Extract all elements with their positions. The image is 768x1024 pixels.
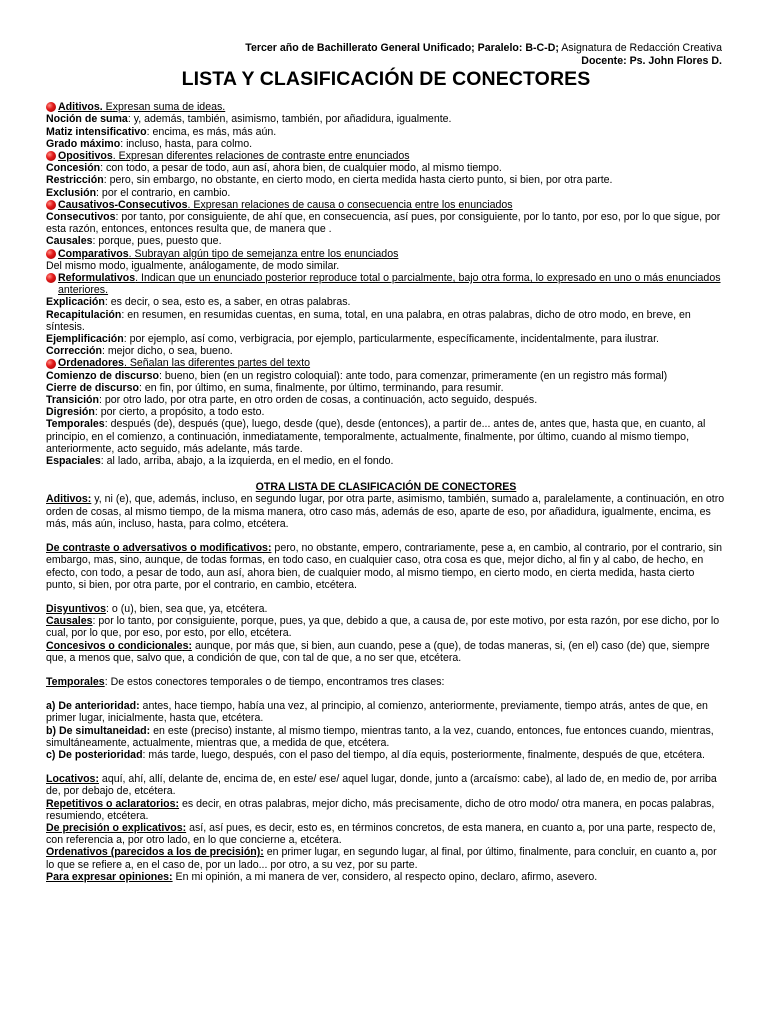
section-heading: Comparativos. Subrayan algún tipo de semejanza entre los enunciados xyxy=(58,247,399,260)
section-causativos xyxy=(46,199,726,211)
list-item: Corrección: mejor dicho, o sea, bueno. xyxy=(46,345,233,358)
section-heading: Aditivos. Expresan suma de ideas. xyxy=(58,101,226,114)
section-heading: Opositivos. Expresan diferentes relaciones de contraste entre enunciados xyxy=(58,150,410,162)
list-item: Cierre de discurso: en fin, por último, en suma, finalmente, por último, terminando, para resumir. xyxy=(46,381,504,394)
list-item: Causales: por lo tanto, por consiguiente, porque, pues, ya que, debido a que, a causa de, por este motivo, por esta razón, por ese dicho, por lo cual, por lo que, por eso, por esto, por ello, etcétera. xyxy=(46,615,720,640)
list-item: Concesivos o condicionales: aunque, por más que, si bien, aun cuando, pese a (que), de todas maneras, si, (en el) caso (de) que, siempre que, a menos que, salvo que, a condición de que, con tal de que, a no ser que, etcétera. xyxy=(46,639,710,664)
section-aditivos xyxy=(46,101,726,113)
red-bullet-icon xyxy=(46,102,56,112)
red-bullet-icon xyxy=(46,273,56,283)
header-line-2 xyxy=(46,55,722,68)
section-heading: Reformulativos. Indican que un enunciado posterior reproduce total o parcialmente, bajo otra forma, lo expresado en uno o más enunciados anteriores. xyxy=(58,272,721,297)
teacher-info: Docente: Ps. John Flores D. xyxy=(581,54,722,67)
list-item: Del mismo modo, igualmente, análogamente, de modo similar. xyxy=(46,259,340,272)
list-item: Restricción: pero, sin embargo, no obstante, en cierto modo, en cierta medida hasta cierto punto, si bien, por otra parte. xyxy=(46,174,613,187)
list-item: Explicación: es decir, o sea, esto es, a saber, en otras palabras. xyxy=(46,296,351,309)
section-reformulativos xyxy=(46,272,726,296)
course-info: Tercer año de Bachillerato General Unificado; Paralelo: B-C-D; xyxy=(245,42,559,54)
list-item: Repetitivos o aclaratorios: es decir, en otras palabras, mejor dicho, más precisamente, dicho de otro modo/ otra manera, en pocas palabras, resumiendo, etcétera. xyxy=(46,797,715,822)
list-item: Comienzo de discurso: bueno, bien (en un registro coloquial): ante todo, para comenzar, primeramente (en un registro más formal) xyxy=(46,369,668,382)
list-item: Grado máximo: incluso, hasta, para colmo. xyxy=(46,137,253,150)
list-item: c) De posterioridad: más tarde, luego, después, con el paso del tiempo, al día equis, posteriormente, finalmente, después de que, etcétera. xyxy=(46,748,705,761)
header-line-1 xyxy=(46,42,722,55)
list-item: De contraste o adversativos o modificativos: pero, no obstante, empero, contrariamente, pese a, en cambio, al contrario, por el contrario, sin embargo, mas, sino, aunque, de todas formas, en todo caso, en cualquier caso, otra cosa es que, mejor dicho, al fin y al cabo, de hecho, en efecto, con todo, a pesar de todo, aun así, ahora bien, de cualquier modo, al mismo tiempo, en cierto modo, en cierta medida, hasta cierto punto, si bien, por otra parte, por el contrario, en cambio, etcétera. xyxy=(46,542,722,591)
spacer xyxy=(46,664,726,676)
list-item: Temporales: después (de), después (que), luego, desde (que), desde (entonces), a partir de... antes de, antes que, hasta que, en cuanto, al principio, en el comienzo, a continuación, inmediatamente, temporalmente, actualmente, finalmente, por último, cuando al mismo tiempo, anteriormente, acto seguido, más adelante, más tarde. xyxy=(46,418,706,455)
spacer xyxy=(46,530,726,542)
spacer xyxy=(46,591,726,603)
list-item: Ordenativos (parecidos a los de precisión): en primer lugar, en segundo lugar, al final, por último, finalmente, para concluir, en cuanto a, por lo que se refiere a, en el caso de, por un lado... por otro, a su vez, por su parte. xyxy=(46,846,717,871)
section-opositivos xyxy=(46,150,726,162)
list-item: a) De anterioridad: antes, hace tiempo, había una vez, al principio, al comienzo, anteriormente, previamente, tiempo atrás, antes de que, en primer lugar, inicialmente, hasta que, etcétera. xyxy=(46,700,708,725)
list-item: Causales: porque, pues, puesto que. xyxy=(46,235,222,248)
list-item: Digresión: por cierto, a propósito, a todo esto. xyxy=(46,406,265,419)
list-item: Matiz intensificativo: encima, es más, más aún. xyxy=(46,125,277,138)
list-item: Para expresar opiniones: En mi opinión, a mi manera de ver, considero, al respecto opino, declaro, afirmo, asevero. xyxy=(46,870,598,883)
list-item: De precisión o explicativos: así, así pues, es decir, esto es, en términos concretos, de esta manera, en cuanto a, por una parte, respecto de, con referencia a, por otro lado, en lo que concierne a, etcétera. xyxy=(46,821,716,847)
list-item: Recapitulación: en resumen, en resumidas cuentas, en suma, total, en una palabra, en otras palabras, dicho de otro modo, en breve, en síntesis. xyxy=(46,308,691,333)
subject-info: Asignatura de Redacción Creativa xyxy=(558,42,722,54)
red-bullet-icon xyxy=(46,151,56,161)
red-bullet-icon xyxy=(46,200,56,210)
list-item: Transición: por otro lado, por otra parte, en otro orden de cosas, a continuación, acto seguido, después. xyxy=(46,394,538,407)
red-bullet-icon xyxy=(46,359,56,369)
list-item: Disyuntivos: o (u), bien, sea que, ya, etcétera. xyxy=(46,602,268,615)
list-item: Exclusión: por el contrario, en cambio. xyxy=(46,186,231,199)
list-item: Espaciales: al lado, arriba, abajo, a la izquierda, en el medio, en el fondo. xyxy=(46,455,394,468)
page-title: LISTA Y CLASIFICACIÓN DE CONECTORES xyxy=(181,68,591,91)
list-item: Locativos: aquí, ahí, allí, delante de, encima de, en este/ ese/ aquel lugar, donde, junto a (arcaísmo: cabe), al lado de, en medio de, por arriba de, por debajo de, etcétera. xyxy=(46,773,717,798)
section-heading: Causativos-Consecutivos. Expresan relaciones de causa o consecuencia entre los enunciados xyxy=(58,198,513,211)
list-item: Noción de suma: y, además, también, asimismo, también, por añadidura, igualmente. xyxy=(46,113,452,126)
list-item: Temporales: De estos conectores temporales o de tiempo, encontramos tres clases: xyxy=(46,675,445,688)
red-bullet-icon xyxy=(46,249,56,259)
section-heading: Ordenadores. Señalan las diferentes partes del texto xyxy=(58,357,311,370)
list-item: Ejemplificación: por ejemplo, así como, verbigracia, por ejemplo, particularmente, específicamente, incidentalmente, para ilustrar. xyxy=(46,333,659,346)
section-comparativos xyxy=(46,248,726,260)
spacer xyxy=(46,688,726,700)
list-item: Concesión: con todo, a pesar de todo, aun así, ahora bien, de cualquier modo, al mismo tiempo. xyxy=(46,162,502,175)
spacer xyxy=(46,761,726,773)
list-item: Consecutivos: por tanto, por consiguiente, de ahí que, en consecuencia, así pues, por consiguiente, por lo tanto, por eso, por lo que sigue, por esta razón, entonces, entonces resulta que, de manera que . xyxy=(46,211,721,236)
second-list-title: OTRA LISTA DE CLASIFICACIÓN DE CONECTORES xyxy=(255,481,517,494)
header xyxy=(46,42,722,67)
document-page xyxy=(46,42,726,883)
section-ordenadores xyxy=(46,357,726,369)
list-item: Aditivos: y, ni (e), que, además, incluso, en segundo lugar, por otra parte, asimismo, también, sumado a, paralelamente, a continuación, en otro orden de cosas, al mismo tiempo, de la misma manera, otro caso más, además de eso, aparte de eso, por añadidura, igualmente, encima, es más, más aún, incluso, hasta, para colmo, etcétera. xyxy=(46,493,725,530)
list-item: b) De simultaneidad: en este (preciso) instante, al mismo tiempo, mientras tanto, a la vez, cuando, entonces, fue entonces cuando, mientras, simultáneamente, actualmente, mientras que, a medida de que, etcétera. xyxy=(46,724,714,749)
